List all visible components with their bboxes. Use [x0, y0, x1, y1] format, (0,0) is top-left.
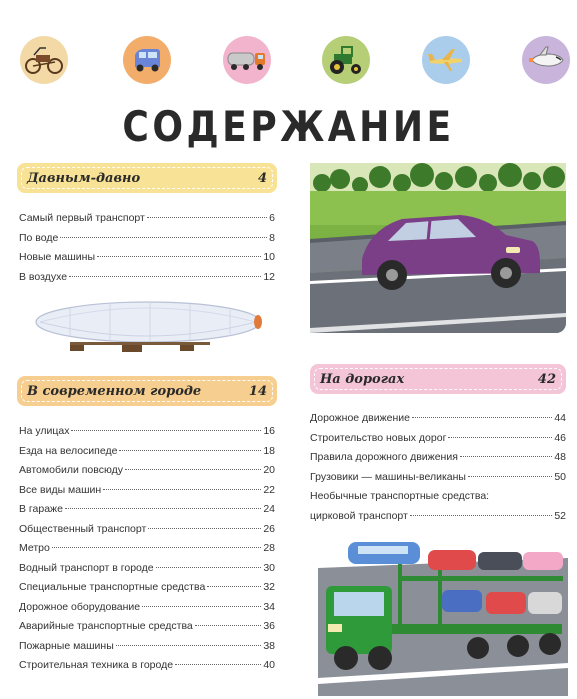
toc-entry[interactable]	[19, 659, 275, 679]
toc-entry[interactable]	[310, 451, 566, 471]
toc-entry[interactable]	[19, 425, 275, 445]
toc-entry-page: 48	[554, 451, 566, 463]
toc-entry-page: 30	[263, 561, 275, 574]
dot-leader	[147, 217, 267, 218]
section-page: 14	[248, 383, 267, 399]
toc-entry-label: Общественный транспорт	[19, 522, 147, 535]
dot-leader	[156, 567, 262, 568]
car-transporter-illustration	[318, 528, 568, 696]
toc-entry-multiline[interactable]	[310, 490, 566, 529]
toc-entry-page: 44	[554, 412, 566, 424]
toc-entry-label: На улицах	[19, 425, 70, 437]
section-banner-long-ago[interactable]	[17, 163, 277, 193]
toc-entry-label: Строительство новых дорог	[310, 431, 447, 444]
toc-entry-label: В гараже	[19, 503, 63, 515]
toc-entry-label: Водный транспорт в городе	[19, 561, 154, 574]
dot-leader	[410, 515, 552, 516]
toc-entry-label: Строительная техника в городе	[19, 659, 174, 671]
toc-entry[interactable]	[19, 251, 275, 271]
section-page: 42	[537, 371, 556, 387]
dot-leader	[142, 606, 261, 607]
toc-entry-label: Аварийные транспортные средства	[19, 620, 193, 632]
toc-entry-label: Все виды машин	[19, 483, 102, 496]
toc-entry[interactable]	[19, 601, 275, 621]
section-title: На дорогах	[320, 371, 405, 387]
toc-entry-label: Грузовики — машины-великаны	[310, 470, 466, 483]
dot-leader	[148, 528, 261, 529]
toc-entry-label: Метро	[19, 542, 50, 554]
toc-list-modern-city	[19, 425, 275, 679]
toc-entry[interactable]	[19, 484, 275, 504]
toc-entry-page: 12	[263, 270, 275, 283]
toc-entry-label: Дорожное движение	[310, 412, 410, 424]
airship-illustration	[30, 298, 266, 362]
purple-car-illustration	[310, 163, 566, 333]
toc-entry-page: 10	[263, 251, 275, 263]
toc-entry-page: 6	[269, 212, 275, 224]
toc-entry[interactable]	[19, 523, 275, 543]
toc-entry-page: 46	[554, 431, 566, 444]
tractor-icon	[322, 36, 370, 84]
toc-entry[interactable]	[19, 271, 275, 291]
dot-leader	[460, 456, 552, 457]
toc-entry-page: 18	[263, 444, 275, 457]
toc-entry-page: 50	[554, 470, 566, 483]
dot-leader	[125, 469, 261, 470]
toc-entry-page: 38	[263, 639, 275, 652]
toc-entry[interactable]	[19, 464, 275, 484]
dot-leader	[71, 430, 261, 431]
section-title: Давным-давно	[27, 170, 141, 186]
toc-entry-page: 52	[554, 509, 566, 522]
toc-entry-label: Езда на велосипеде	[19, 444, 118, 457]
toc-entry[interactable]	[19, 581, 275, 601]
toc-entry-label: Самый первый транспорт	[19, 212, 145, 224]
dot-leader	[448, 437, 552, 438]
dot-leader	[116, 645, 262, 646]
dot-leader	[195, 625, 262, 626]
toc-entry-page: 16	[263, 425, 275, 437]
page-title: СОДЕРЖАНИЕ	[122, 102, 455, 151]
toc-entry[interactable]	[19, 640, 275, 660]
section-title: В современном городе	[27, 383, 202, 399]
toc-entry-label: Новые машины	[19, 251, 95, 263]
toc-entry-page: 36	[263, 620, 275, 632]
dot-leader	[119, 450, 261, 451]
airplane-icon	[422, 36, 470, 84]
tanker-truck-icon	[223, 36, 271, 84]
dot-leader	[207, 586, 261, 587]
toc-entry-label: Специальные транспортные средства	[19, 581, 206, 593]
toc-entry[interactable]	[19, 212, 275, 232]
dot-leader	[60, 237, 267, 238]
toc-entry-page: 32	[263, 581, 275, 593]
toc-entry-label: Пожарные машины	[19, 639, 114, 652]
toc-entry-label: В воздухе	[19, 270, 68, 283]
section-banner-on-roads[interactable]	[310, 364, 566, 394]
toc-entry-page: 26	[263, 522, 275, 535]
dot-leader	[412, 417, 552, 418]
toc-entry[interactable]	[310, 471, 566, 491]
toc-entry[interactable]	[19, 232, 275, 252]
toc-list-long-ago	[19, 212, 275, 290]
dot-leader	[69, 276, 261, 277]
header-icon-row	[0, 0, 577, 100]
toc-entry-label: По воде	[19, 231, 59, 244]
vintage-car-icon	[20, 36, 68, 84]
toc-entry[interactable]	[19, 620, 275, 640]
space-shuttle-icon	[522, 36, 570, 84]
toc-entry-page: 8	[269, 231, 275, 244]
toc-entry[interactable]	[310, 432, 566, 452]
dot-leader	[175, 664, 261, 665]
section-page: 4	[257, 170, 267, 186]
dot-leader	[103, 489, 261, 490]
toc-list-on-roads	[310, 412, 566, 529]
toc-entry-label: Дорожное оборудование	[19, 600, 141, 613]
section-banner-modern-city[interactable]	[17, 376, 277, 406]
toc-entry-label-line2: цирковой транспорт	[310, 509, 408, 522]
toc-entry[interactable]	[19, 542, 275, 562]
toc-entry[interactable]	[310, 412, 566, 432]
dot-leader	[52, 547, 261, 548]
toc-entry-page: 22	[263, 483, 275, 496]
minivan-icon	[123, 36, 171, 84]
toc-entry-page: 20	[263, 464, 275, 476]
toc-entry-label: Правила дорожного движения	[310, 451, 458, 463]
toc-entry[interactable]	[19, 503, 275, 523]
toc-entry-page: 24	[263, 503, 275, 515]
dot-leader	[65, 508, 261, 509]
toc-entry[interactable]	[19, 445, 275, 465]
toc-entry-page: 34	[263, 600, 275, 613]
toc-entry-page: 40	[263, 659, 275, 671]
toc-entry-page: 28	[263, 542, 275, 554]
dot-leader	[468, 476, 552, 477]
dot-leader	[97, 256, 261, 257]
toc-entry-label: Автомобили повсюду	[19, 464, 123, 476]
toc-entry[interactable]	[19, 562, 275, 582]
toc-entry-label-line1: Необычные транспортные средства:	[310, 490, 490, 502]
